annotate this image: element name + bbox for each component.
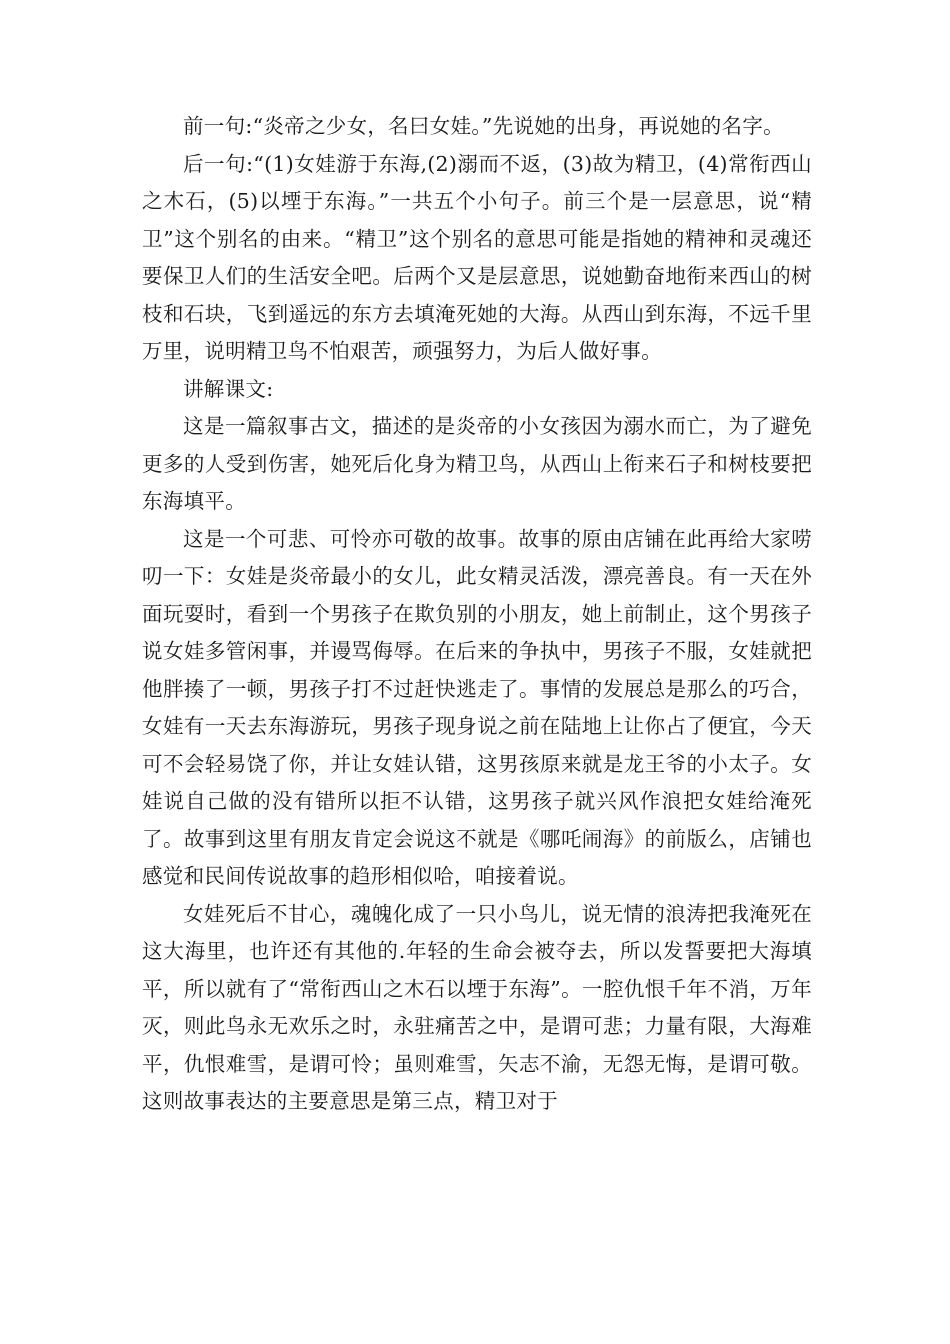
- paragraph-summary: 这是一篇叙事古文，描述的是炎帝的小女孩因为溺水而亡，为了避免更多的人受到伤害，她死后化身为精卫鸟，从西山上衔来石子和树枝要把东海填平。: [142, 414, 812, 513]
- paragraph-next-sentence: 后一句:“(1)女娃游于东海,(2)溺而不返，(3)故为精卫，(4)常衔西山之木石，(5)以堙于东海。”一共五个小句子。前三个是一层意思，说“精卫”这个别名的由来。“精卫”这个别名的意思可能是指她的精神和灵魂还要保卫人们的生活安全吧。后两个又是层意思，说她勤奋地衔来西山的树枝和石块，飞到遥远的东方去填淹死她的大海。从西山到东海，不远千里万里，说明精卫鸟不怕艰苦，顽强努力，为后人做好事。: [142, 151, 812, 363]
- paragraph-previous-sentence: 前一句:“炎帝之少女，名曰女娃。”先说她的出身，再说她的名字。: [183, 114, 784, 138]
- section-heading-lecture: 讲解课文:: [183, 376, 274, 401]
- paragraph-story: 这是一个可悲、可怜亦可敬的故事。故事的原由店铺在此再给大家唠叨一下：女娃是炎帝最小的女儿，此女精灵活泼，漂亮善良。有一天在外面玩耍时，看到一个男孩子在欺负别的小朋友，她上前制止，这个男孩子说女娃多管闲事，并谩骂侮辱。在后来的争执中，男孩子不服，女娃就把他胖揍了一顿，男孩子打不过赶快逃走了。事情的发展总是那么的巧合，女娃有一天去东海游玩，男孩子现身说之前在陆地上让你占了便宜，今天可不会轻易饶了你，并让女娃认错，这男孩原来就是龙王爷的小太子。女娃说自己做的没有错所以拒不认错，这男孩子就兴风作浪把女娃给淹死了。故事到这里有朋友肯定会说这不就是《哪吒闹海》的前版么，店铺也感觉和民间传说故事的趋形相似哈，咱接着说。: [142, 526, 812, 888]
- document-page: [142, 108, 812, 1121]
- paragraph-aftermath: 女娃死后不甘心，魂魄化成了一只小鸟儿，说无情的浪涛把我淹死在这大海里，也许还有其他的.年轻的生命会被夺去，所以发誓要把大海填平，所以就有了“常衔西山之木石以堙于东海”。一腔仇恨千年不消，万年灭，则此鸟永无欢乐之时，永驻痛苦之中，是谓可悲；力量有限，大海难平，仇恨难雪，是谓可怜；虽则难雪，矢志不渝，无怨无悔，是谓可敬。这则故事表达的主要意思是第三点，精卫对于: [142, 901, 812, 1113]
